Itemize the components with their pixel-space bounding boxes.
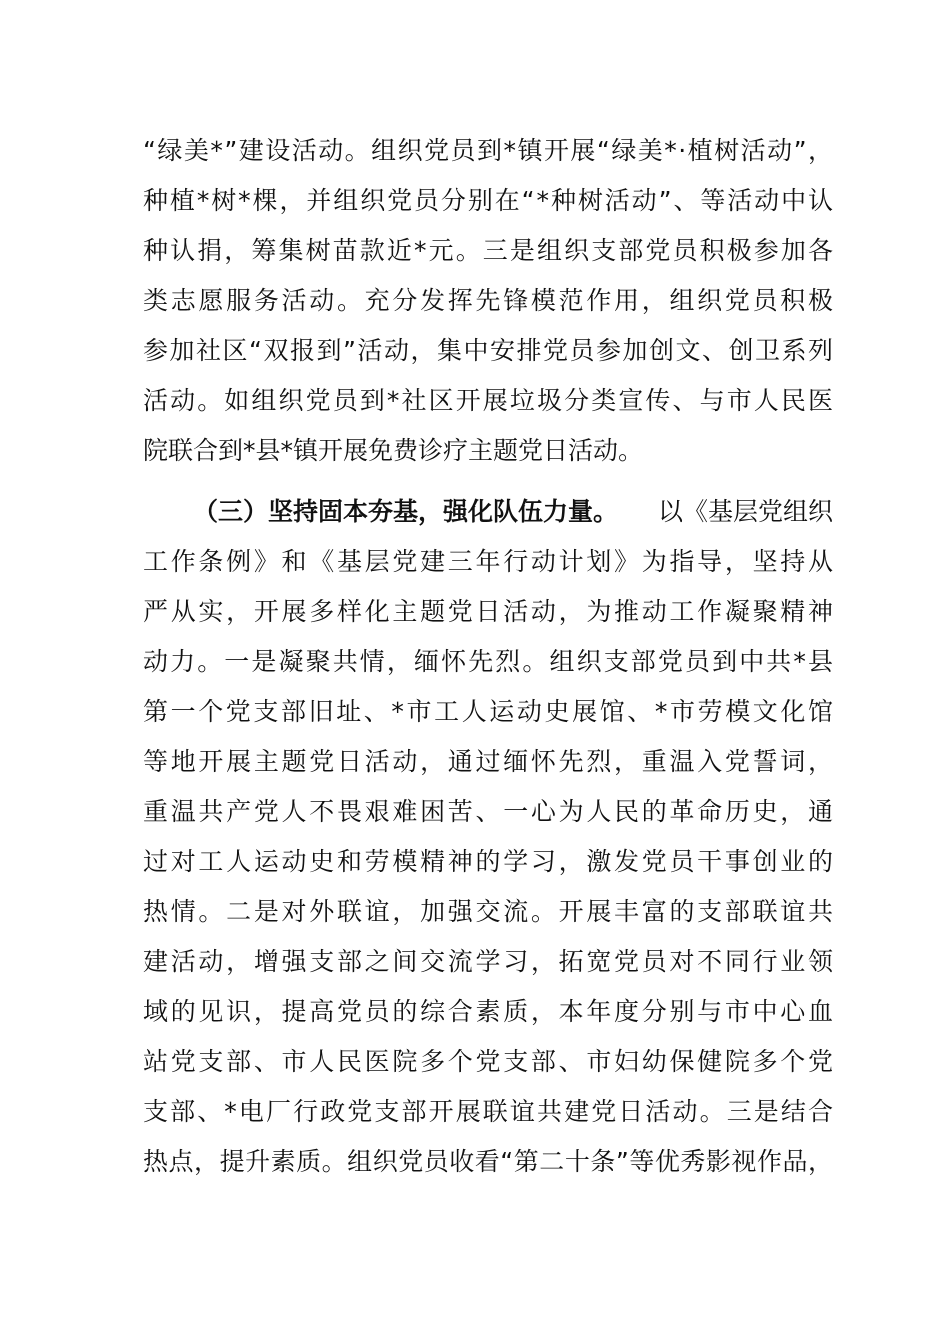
paragraph-team-strength [143,487,836,1187]
text-line: 等地开展主题党日活动，通过缅怀先烈，重温入党誓词， [143,747,836,776]
text-line: 动力。一是凝聚共情，缅怀先烈。组织支部党员到中共*县 [143,647,836,676]
text-line: 院联合到*县*镇开展免费诊疗主题党日活动。 [143,436,644,465]
text-line: “绿美*”建设活动。组织党员到*镇开展“绿美*·植树活动”， [143,136,835,165]
text-line: 站党支部、市人民医院多个党支部、市妇幼保健院多个党 [143,1047,836,1076]
text-line: 热情。二是对外联谊，加强交流。开展丰富的支部联谊共 [143,897,836,926]
text-line: 参加社区“双报到”活动，集中安排党员参加创文、创卫系列 [143,336,835,365]
text-line: 重温共产党人不畏艰难困苦、一心为人民的革命历史，通 [143,797,836,826]
text-line: 域的见识，提高党员的综合素质，本年度分别与市中心血 [143,997,836,1026]
section-heading: （三）坚持固本夯基，强化队伍力量。 [193,497,619,526]
text-line-with-heading: （三）坚持固本夯基，强化队伍力量。 以《基层党组织 [143,487,833,537]
text-line: 种植*树*棵，并组织党员分别在“*种树活动”、等活动中认 [143,186,835,215]
text-line: 严从实，开展多样化主题党日活动，为推动工作凝聚精神 [143,597,836,626]
text-line: 热点，提升素质。组织党员收看“第二十条”等优秀影视作品， [143,1147,834,1176]
text-line: 种认捐，筹集树苗款近*元。三是组织支部党员积极参加各 [143,236,836,265]
paragraph-green-activities [143,126,836,476]
text-line: 过对工人运动史和劳模精神的学习，激发党员干事创业的 [143,847,836,876]
text-line: 建活动，增强支部之间交流学习，拓宽党员对不同行业领 [143,947,836,976]
text-line: 第一个党支部旧址、*市工人运动史展馆、*市劳模文化馆 [143,697,836,726]
text-line: 活动。如组织党员到*社区开展垃圾分类宣传、与市人民医 [143,386,836,415]
text-line: 类志愿服务活动。充分发挥先锋模范作用，组织党员积极 [143,286,836,315]
text-line: 工作条例》和《基层党建三年行动计划》为指导，坚持从 [143,547,836,576]
text-line: 支部、*电厂行政党支部开展联谊共建党日活动。三是结合 [143,1097,836,1126]
